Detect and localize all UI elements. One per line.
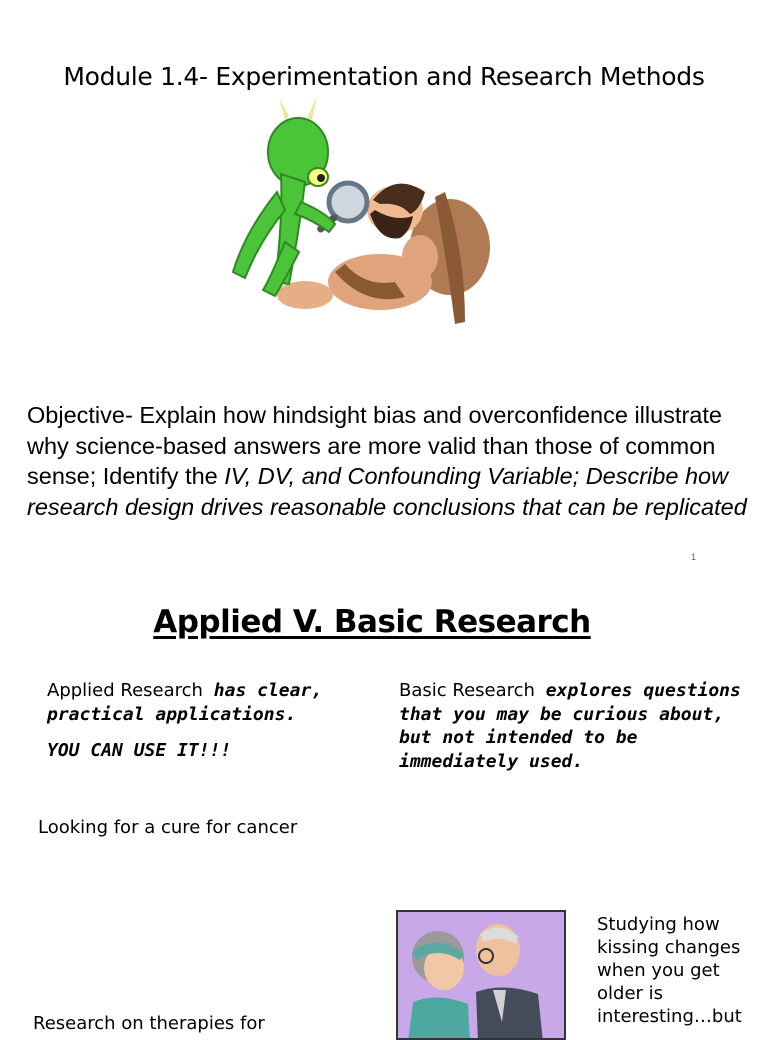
objective-plain: Objective- Explain how hindsight bias and overconfidence illustrate why science-based answers are more valid than those of common sense; Identify the: [27, 402, 722, 490]
basic-term: Basic Research: [399, 680, 535, 701]
applied-desc: has clear, practical applications.: [47, 680, 323, 725]
objective-text: [27, 400, 747, 523]
alien-examining-caveman-icon: [215, 92, 515, 332]
objective-italic: IV, DV, and Confounding Variable; Describe how research design drives reasonable conclusions that can be replicated: [27, 463, 747, 521]
basic-desc: explores questions that you may be curious about, but not intended to be immediately used.: [399, 680, 741, 772]
basic-research-block: [399, 679, 749, 773]
applied-shout: YOU CAN USE IT!!!: [47, 740, 232, 761]
applied-example: Looking for a cure for cancer: [38, 817, 298, 838]
basic-example: Studying how kissing changes when you get older is interesting…but: [597, 914, 742, 1027]
slide-heading: Applied V. Basic Research: [153, 604, 591, 640]
slide-2: [0, 580, 768, 1034]
applied-example-2: Research on therapies for: [33, 1013, 265, 1034]
applied-research-block: [47, 679, 367, 763]
page-number: 1: [691, 552, 697, 562]
applied-term: Applied Research: [47, 680, 203, 701]
applied-definition: [47, 679, 367, 726]
elderly-couple-icon: [396, 910, 566, 1040]
module-title: Module 1.4- Experimentation and Research Methods: [63, 62, 705, 91]
